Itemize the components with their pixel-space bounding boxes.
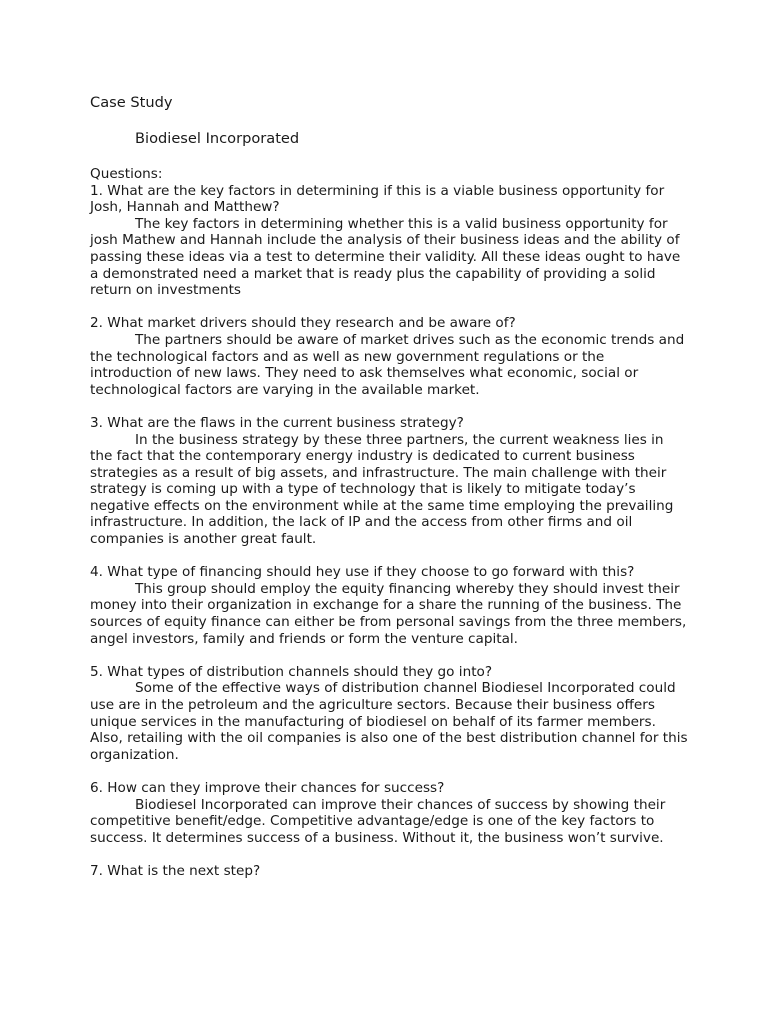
qa-block-5 xyxy=(90,664,688,764)
document-title: Case Study xyxy=(90,94,173,111)
question-1: 1. What are the key factors in determining if this is a viable business opportunity for Josh, Hannah and Matthew? xyxy=(90,182,665,216)
question-7: 7. What is the next step? xyxy=(90,862,261,879)
answer-3: In the business strategy by these three partners, the current weakness lies in the fact that the contemporary energy industry is dedicated to current business strategies as a result of big assets, and infrastructure. The main challenge with their strategy is coming up with a type of technology that is likely to mitigate today’s negative effects on the environment while at the same time employing the prevailing infrastructure. In addition, the lack of IP and the access from other firms and oil companies is another great fault. xyxy=(90,431,674,548)
question-5: 5. What types of distribution channels should they go into? xyxy=(90,663,493,680)
question-6: 6. How can they improve their chances for success? xyxy=(90,779,445,796)
qa-block-7 xyxy=(90,863,688,880)
question-4: 4. What type of financing should hey use if they choose to go forward with this? xyxy=(90,564,635,581)
answer-5: Some of the effective ways of distribution channel Biodiesel Incorporated could use are in the petroleum and the agriculture sectors. Because their business offers unique services in the manufacturing of biodiesel on behalf of its farmer members. Also, retailing with the oil companies is also one of the best distribution channel for this organization. xyxy=(90,680,688,763)
document-subtitle: Biodiesel Incorporated xyxy=(135,130,300,147)
answer-4: This group should employ the equity financing whereby they should invest their money into their organization in exchange for a share the running of the business. The sources of equity finance can either be from personal savings from the three members, angel investors, family and friends or form the venture capital. xyxy=(90,580,687,647)
qa-block-2 xyxy=(90,315,688,398)
question-3: 3. What are the flaws in the current business strategy? xyxy=(90,414,464,431)
answer-1: The key factors in determining whether this is a valid business opportunity for josh Mathew and Hannah include the analysis of their business ideas and the ability of passing these ideas via a test to determine their validity. All these ideas ought to have a demonstrated need a market that is ready plus the capability of providing a solid return on investments xyxy=(90,215,681,299)
answer-2: The partners should be aware of market drives such as the economic trends and the technological factors and as well as new government regulations or the introduction of new laws. They need to ask themselves what economic, social or technological factors are varying in the available market. xyxy=(90,331,685,398)
qa-block-6 xyxy=(90,780,688,846)
qa-block-4 xyxy=(90,564,688,647)
questions-heading: Questions: xyxy=(90,166,163,182)
qa-block-1 xyxy=(90,183,688,299)
question-2: 2. What market drivers should they research and be aware of? xyxy=(90,315,516,332)
document-body xyxy=(90,94,688,880)
qa-block-3 xyxy=(90,415,688,548)
answer-6: Biodiesel Incorporated can improve their chances of success by showing their competitive benefit/edge. Competitive advantage/edge is one of the key factors to success. It determines success of a business. Without it, the business won’t survive. xyxy=(90,796,666,846)
